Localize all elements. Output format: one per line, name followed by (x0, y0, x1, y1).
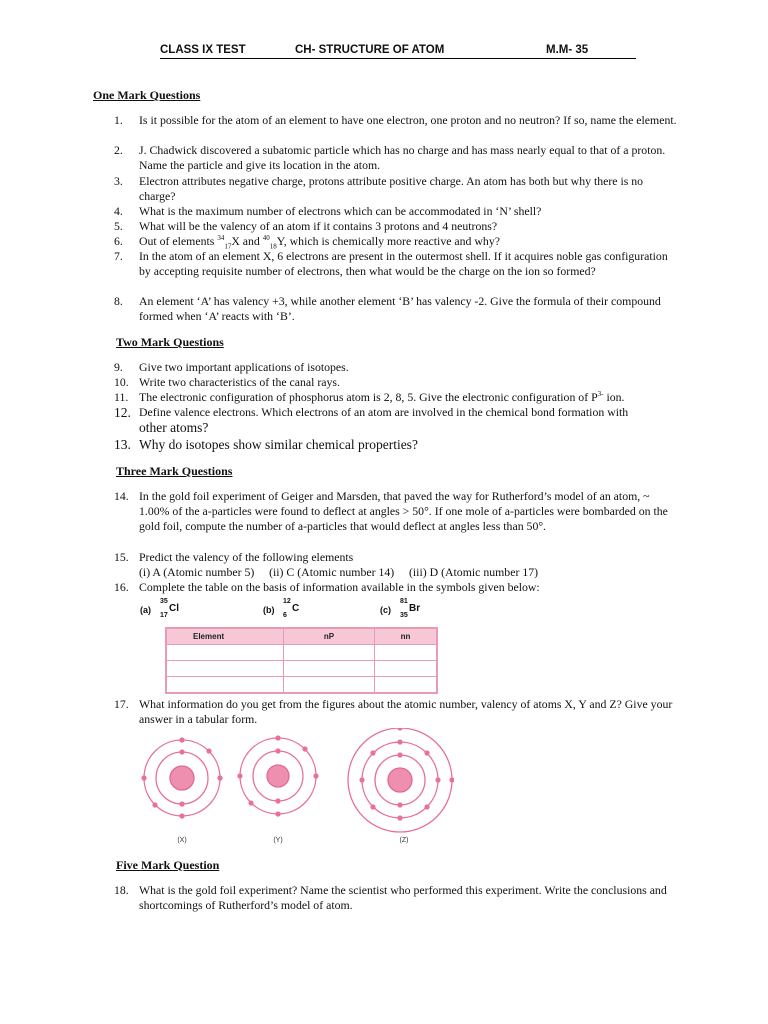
x-mass-number: 34 (217, 234, 225, 243)
table-row (166, 645, 437, 661)
question-number: 9. (114, 360, 123, 374)
question-text: What is the maximum number of electrons which can be accommodated in ‘N’ shell? (139, 204, 542, 218)
atom-z-label: (Z) (399, 837, 409, 844)
question-10 (114, 375, 680, 390)
y-atomic-number: 18 (269, 242, 277, 251)
test-title: CLASS IX TEST (160, 44, 246, 56)
question-17 (114, 697, 680, 727)
question-6 (114, 234, 680, 249)
table-header-element: Element (166, 628, 284, 645)
x-atomic-number: 17 (224, 242, 232, 251)
question-text: J. Chadwick discovered a subatomic particle which has no charge and has mass nearly equal to that of a proton. Name the particle and give its location in the atom. (139, 143, 666, 173)
question-number: 10. (114, 375, 129, 389)
ion-charge: 3- (597, 390, 604, 399)
atom-diagrams (136, 728, 454, 846)
question-options: (i) A (Atomic number 5) (ii) C (Atomic number 14) (iii) D (Atomic number 17) (139, 565, 539, 580)
question-number: 6. (114, 234, 123, 248)
question-text: Why do isotopes show similar chemical properties? (139, 437, 418, 452)
question-text: Out of elements $^{34}_{17}$X and $^{40}_{18}$Y, which is chemically more reactive and why? (139, 234, 500, 251)
blank-table (165, 627, 438, 694)
test-header (160, 44, 636, 59)
question-number: 8. (114, 294, 123, 308)
question-number: 4. (114, 204, 123, 218)
question-16 (114, 580, 680, 595)
question-3 (114, 174, 680, 204)
section-two-mark: Two Mark Questions (116, 335, 224, 349)
table-row (166, 677, 437, 694)
question-number: 17. (114, 697, 129, 711)
question-number: 5. (114, 219, 123, 233)
element-symbols: (a) 35 17 Cl (b) 12 6 C (c) 81 35 Br (140, 598, 421, 619)
question-text: Is it possible for the atom of an element to have one electron, one proton and no neutron? If so, name the element. (139, 113, 677, 127)
y-mass-number: 40 (262, 234, 270, 243)
question-number: 11. (114, 390, 129, 404)
question-18 (114, 883, 680, 913)
question-number: 3. (114, 174, 123, 188)
question-number: 14. (114, 489, 129, 503)
question-text: An element ‘A’ has valency +3, while another element ‘B’ has valency -2. Give the formula of their compound formed when ‘A’ reacts with ‘B’. (139, 294, 661, 324)
question-text: The electronic configuration of phosphorus atom is 2, 8, 5. Give the electronic configuration of $P^{3-}$ ion. (139, 390, 625, 404)
question-number: 15. (114, 550, 129, 564)
question-number: 13. (114, 437, 131, 452)
question-text: Write two characteristics of the canal rays. (139, 375, 340, 389)
question-number: 7. (114, 249, 123, 263)
question-number: 18. (114, 883, 129, 897)
question-12 (114, 405, 680, 436)
question-text: In the atom of an element X, 6 electrons are present in the outermost shell. If it acquires noble gas configuration by accepting requisite number of electrons, then what would be the charge on the ion so formed? (139, 249, 668, 279)
question-text: What will be the valency of an atom if it contains 3 protons and 4 neutrons? (139, 219, 498, 233)
question-text: Complete the table on the basis of information available in the symbols given below: (139, 580, 540, 594)
question-number: 16. (114, 580, 129, 594)
question-14 (114, 489, 680, 535)
table-header-nn: nn (375, 628, 438, 645)
question-text: Electron attributes negative charge, protons attribute positive charge. An atom has both but why there is no charge? (139, 174, 644, 204)
question-13 (114, 437, 680, 453)
atom-y-label: (Y) (273, 837, 283, 844)
question-15 (114, 550, 680, 580)
question-2 (114, 143, 680, 173)
question-5 (114, 219, 680, 234)
section-one-mark: One Mark Questions (93, 88, 201, 102)
table-header-np: nP (284, 628, 375, 645)
question-1 (114, 113, 680, 128)
question-11 (114, 390, 680, 405)
max-marks: M.M- 35 (546, 44, 589, 56)
question-text: What information do you get from the figures about the atomic number, valency of atoms X, Y and Z? Give your answer in a tabular form. (139, 697, 673, 727)
section-three-mark: Three Mark Questions (116, 464, 233, 478)
chapter-title: CH- STRUCTURE OF ATOM (295, 44, 445, 56)
question-number: 2. (114, 143, 123, 157)
table-row (166, 661, 437, 677)
question-8 (114, 294, 680, 324)
question-number: 1. (114, 113, 123, 127)
question-9 (114, 360, 680, 375)
question-7 (114, 249, 680, 279)
question-text: Predict the valency of the following elements (139, 550, 354, 564)
question-text: In the gold foil experiment of Geiger and Marsden, that paved the way for Rutherford’s model of an atom, ~ 1.00% of the a-particles were found to deflect at angles > 50°. If one mole of a-particles were bombarded on the gold foil, compute the number of a-particles that would deflect at angles less than 50°. (139, 489, 668, 534)
question-4 (114, 204, 680, 219)
question-text: Give two important applications of isotopes. (139, 360, 349, 374)
question-number: 12. (114, 405, 131, 420)
question-text: Define valence electrons. Which electrons of an atom are involved in the chemical bond formation with other atoms? (139, 405, 629, 436)
atom-x-label: (X) (177, 837, 187, 844)
section-five-mark: Five Mark Question (116, 858, 220, 872)
question-text: What is the gold foil experiment? Name the scientist who performed this experiment. Write the conclusions and shortcomings of Rutherford’s model of atom. (139, 883, 667, 913)
